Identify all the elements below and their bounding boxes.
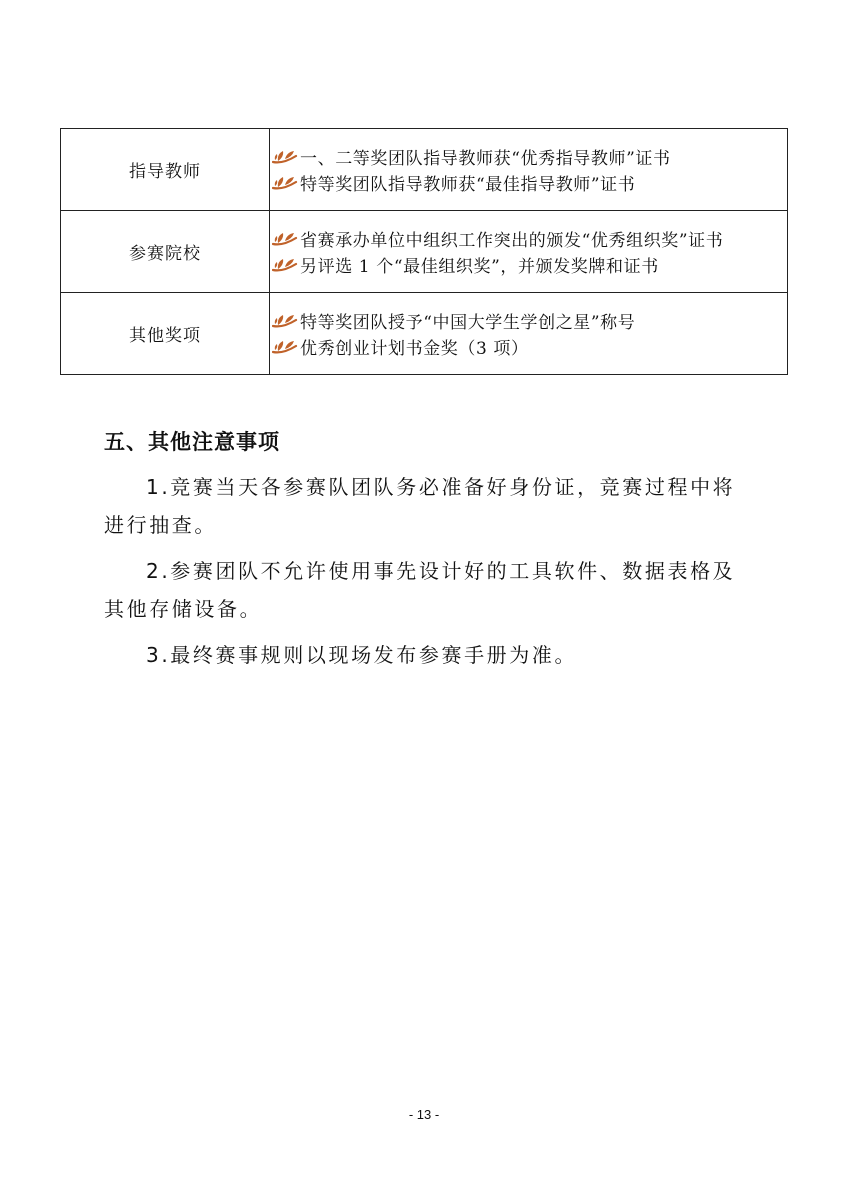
page-number: - 13 - [408,1107,440,1122]
award-category: 指导教师 [61,129,270,211]
award-item-label: 优秀创业计划书金奖（3 项） [300,339,529,359]
award-item-label: 省赛承办单位中组织工作突出的颁发“优秀组织奖”证书 [300,231,724,251]
award-item [272,170,787,196]
table-row [61,129,788,211]
section-heading: 五、其他注意事项 [104,430,280,454]
table-row [61,211,788,293]
award-item [272,144,787,170]
leaf-arrow-icon [272,174,298,192]
leaf-arrow-icon [272,338,298,356]
leaf-arrow-icon [272,230,298,248]
award-item [272,226,787,252]
leaf-arrow-icon [272,256,298,274]
leaf-arrow-icon [272,148,298,166]
award-item [272,308,787,334]
leaf-arrow-icon [272,312,298,330]
award-item [272,252,787,278]
note-item: 1.竞赛当天各参赛队团队务必准备好身份证，竞赛过程中将进行抽查。 [104,475,736,537]
award-items-cell [270,211,788,293]
notes-list [104,468,754,682]
awards-table [60,128,788,375]
award-category: 参赛院校 [61,211,270,293]
award-item-label: 另评选 1 个“最佳组织奖”，并颁发奖牌和证书 [300,257,659,277]
award-items-cell [270,129,788,211]
award-items-cell [270,293,788,375]
award-item-label: 一、二等奖团队指导教师获“优秀指导教师”证书 [300,149,671,169]
award-item-label: 特等奖团队指导教师获“最佳指导教师”证书 [300,175,636,195]
award-item-label: 特等奖团队授予“中国大学生学创之星”称号 [300,313,636,333]
award-item [272,334,787,360]
note-item: 3.最终赛事规则以现场发布参赛手册为准。 [146,643,578,667]
note-item: 2.参赛团队不允许使用事先设计好的工具软件、数据表格及其他存储设备。 [104,559,736,621]
table-row [61,293,788,375]
award-category: 其他奖项 [61,293,270,375]
